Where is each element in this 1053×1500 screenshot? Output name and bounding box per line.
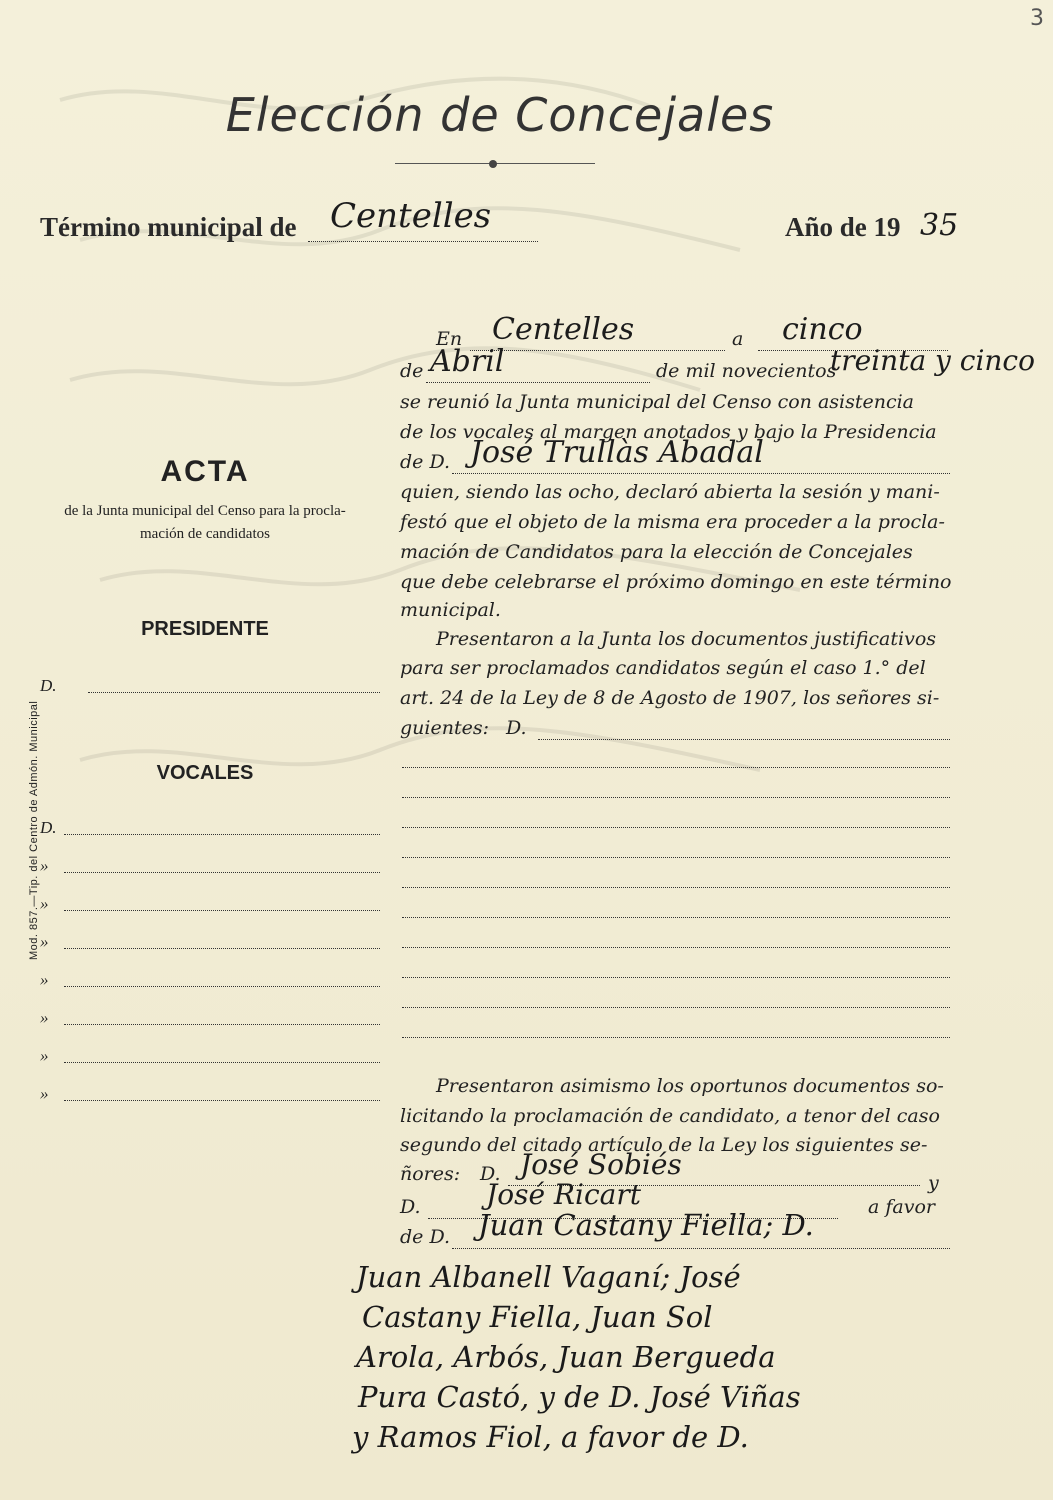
body-line: para ser proclamados candidatos según el caso 1.° del — [400, 657, 926, 679]
body-line: festó que el objeto de la misma era proceder a la procla- — [400, 511, 945, 533]
body-line: licitando la proclamación de candidato, a tenor del caso — [400, 1105, 940, 1127]
body-a: a — [732, 328, 744, 350]
body-line: de los vocales al margen anotados y bajo la Presidencia — [400, 421, 937, 443]
ditto-mark: » — [40, 932, 49, 951]
vocal-dots — [64, 872, 380, 873]
candidate-line — [402, 887, 950, 888]
vocal-line — [40, 1084, 380, 1104]
presidente-name: José Trullàs Abadal — [470, 435, 764, 470]
ditto-mark: » — [40, 856, 49, 875]
candidate-line — [402, 857, 950, 858]
vocal-line — [40, 932, 380, 952]
ditto-mark: » — [40, 894, 49, 913]
body-siguientes: guientes: — [400, 717, 489, 739]
acta-title: ACTA — [160, 455, 250, 488]
body-line: se reunió la Junta municipal del Censo con asistencia — [400, 391, 915, 413]
favor-handwriting: Juan Albanell Vaganí; José — [356, 1260, 741, 1294]
favor-line — [452, 1248, 950, 1249]
body-line: Presentaron asimismo los oportunos documentos so- — [436, 1075, 944, 1097]
anio-label — [785, 212, 901, 243]
body-de: de — [400, 360, 424, 382]
body-y: y — [928, 1172, 939, 1194]
presidente-fill-line — [452, 473, 950, 474]
candidate-line — [402, 947, 950, 948]
body-de-mil: de mil novecientos — [656, 360, 837, 382]
body-d: D. — [506, 717, 527, 739]
body-line: segundo del citado artículo de la Ley los siguientes se- — [400, 1134, 928, 1156]
vocal-line — [40, 894, 380, 914]
ditto-mark: » — [40, 1046, 49, 1065]
termino-label: Término municipal de — [40, 212, 297, 242]
vocal-line — [40, 1046, 380, 1066]
vocal-dots — [64, 948, 380, 949]
anio-value: 35 — [920, 208, 959, 243]
ditto-mark: » — [40, 970, 49, 989]
presidente-line — [40, 676, 380, 696]
presidente-d-prefix: D. — [40, 676, 57, 695]
body-line: Presentaron a la Junta los documentos justificativos — [436, 628, 937, 650]
favor-handwriting: Castany Fiella, Juan Sol — [362, 1300, 713, 1334]
body-line: municipal. — [400, 599, 501, 621]
body-line: art. 24 de la Ley de 8 de Agosto de 1907, los señores si- — [400, 687, 940, 709]
candidate-line — [402, 1007, 950, 1008]
acta-subtitle-line-1: de la Junta municipal del Censo para la procla- — [64, 503, 346, 519]
body-de-d: de D. — [400, 1226, 451, 1248]
year-words: treinta y cinco — [830, 344, 1035, 377]
page-title: Elección de Concejales — [225, 88, 775, 142]
vocal-line — [40, 856, 380, 876]
candidate-line — [402, 797, 950, 798]
page-number: 3 — [1030, 6, 1044, 31]
candidate-line — [538, 739, 950, 740]
vocal-dots — [64, 1024, 380, 1025]
body-d: D. — [480, 1163, 501, 1185]
day-value: cinco — [782, 312, 863, 347]
vocal-dots — [64, 986, 380, 987]
body-d: D. — [400, 1196, 421, 1218]
body-a-favor: a favor — [868, 1196, 935, 1218]
acta-subtitle — [30, 500, 380, 546]
vocal-dots — [64, 1062, 380, 1063]
body-line: quien, siendo las ocho, declaró abierta la sesión y mani- — [400, 481, 940, 503]
body-en: En — [436, 328, 463, 350]
place-fill-line — [470, 350, 725, 351]
termino-fill-line — [308, 241, 538, 242]
vocal-line — [40, 1008, 380, 1028]
solicitante-1: José Sobiés — [520, 1148, 682, 1181]
acta-subtitle-line-2: mación de candidatos — [140, 526, 270, 542]
title-divider — [395, 163, 595, 164]
place-value: Centelles — [492, 312, 635, 347]
candidate-line — [402, 1037, 950, 1038]
presidente-dots — [88, 692, 380, 693]
body-senores: ñores: — [400, 1163, 461, 1185]
anio-label-text: Año de 19 — [785, 212, 901, 242]
body-line: que debe celebrarse el próximo domingo en este término — [400, 571, 952, 593]
candidate-line — [402, 977, 950, 978]
candidate-line — [402, 827, 950, 828]
termino-value: Centelles — [330, 196, 492, 236]
month-value: Abril — [430, 344, 505, 379]
favor-handwriting: y Ramos Fiol, a favor de D. — [352, 1420, 749, 1454]
body-de-d: de D. — [400, 451, 451, 473]
favor-handwriting: Arola, Arbós, Juan Bergueda — [356, 1340, 776, 1374]
candidate-line — [402, 767, 950, 768]
body-line: mación de Candidatos para la elección de Concejales — [400, 541, 913, 563]
vocal-line — [40, 970, 380, 990]
ditto-mark: » — [40, 1008, 49, 1027]
month-fill-line — [426, 382, 650, 383]
candidate-line — [402, 917, 950, 918]
ditto-mark: » — [40, 1084, 49, 1103]
solicitante-2: José Ricart — [486, 1178, 641, 1211]
vocales-heading: VOCALES — [156, 762, 254, 784]
printer-side-note: Mod. 857.—Tip. del Centro de Admón. Municipal — [28, 700, 40, 960]
vocal-line — [40, 818, 380, 838]
favor-handwriting: Juan Castany Fiella; D. — [478, 1208, 814, 1242]
vocal-d-prefix: D. — [40, 818, 57, 837]
vocal-dots — [64, 1100, 380, 1101]
vocal-dots — [64, 910, 380, 911]
favor-handwriting: Pura Castó, y de D. José Viñas — [358, 1380, 801, 1414]
vocal-dots — [64, 834, 380, 835]
presidente-heading: PRESIDENTE — [141, 618, 269, 640]
